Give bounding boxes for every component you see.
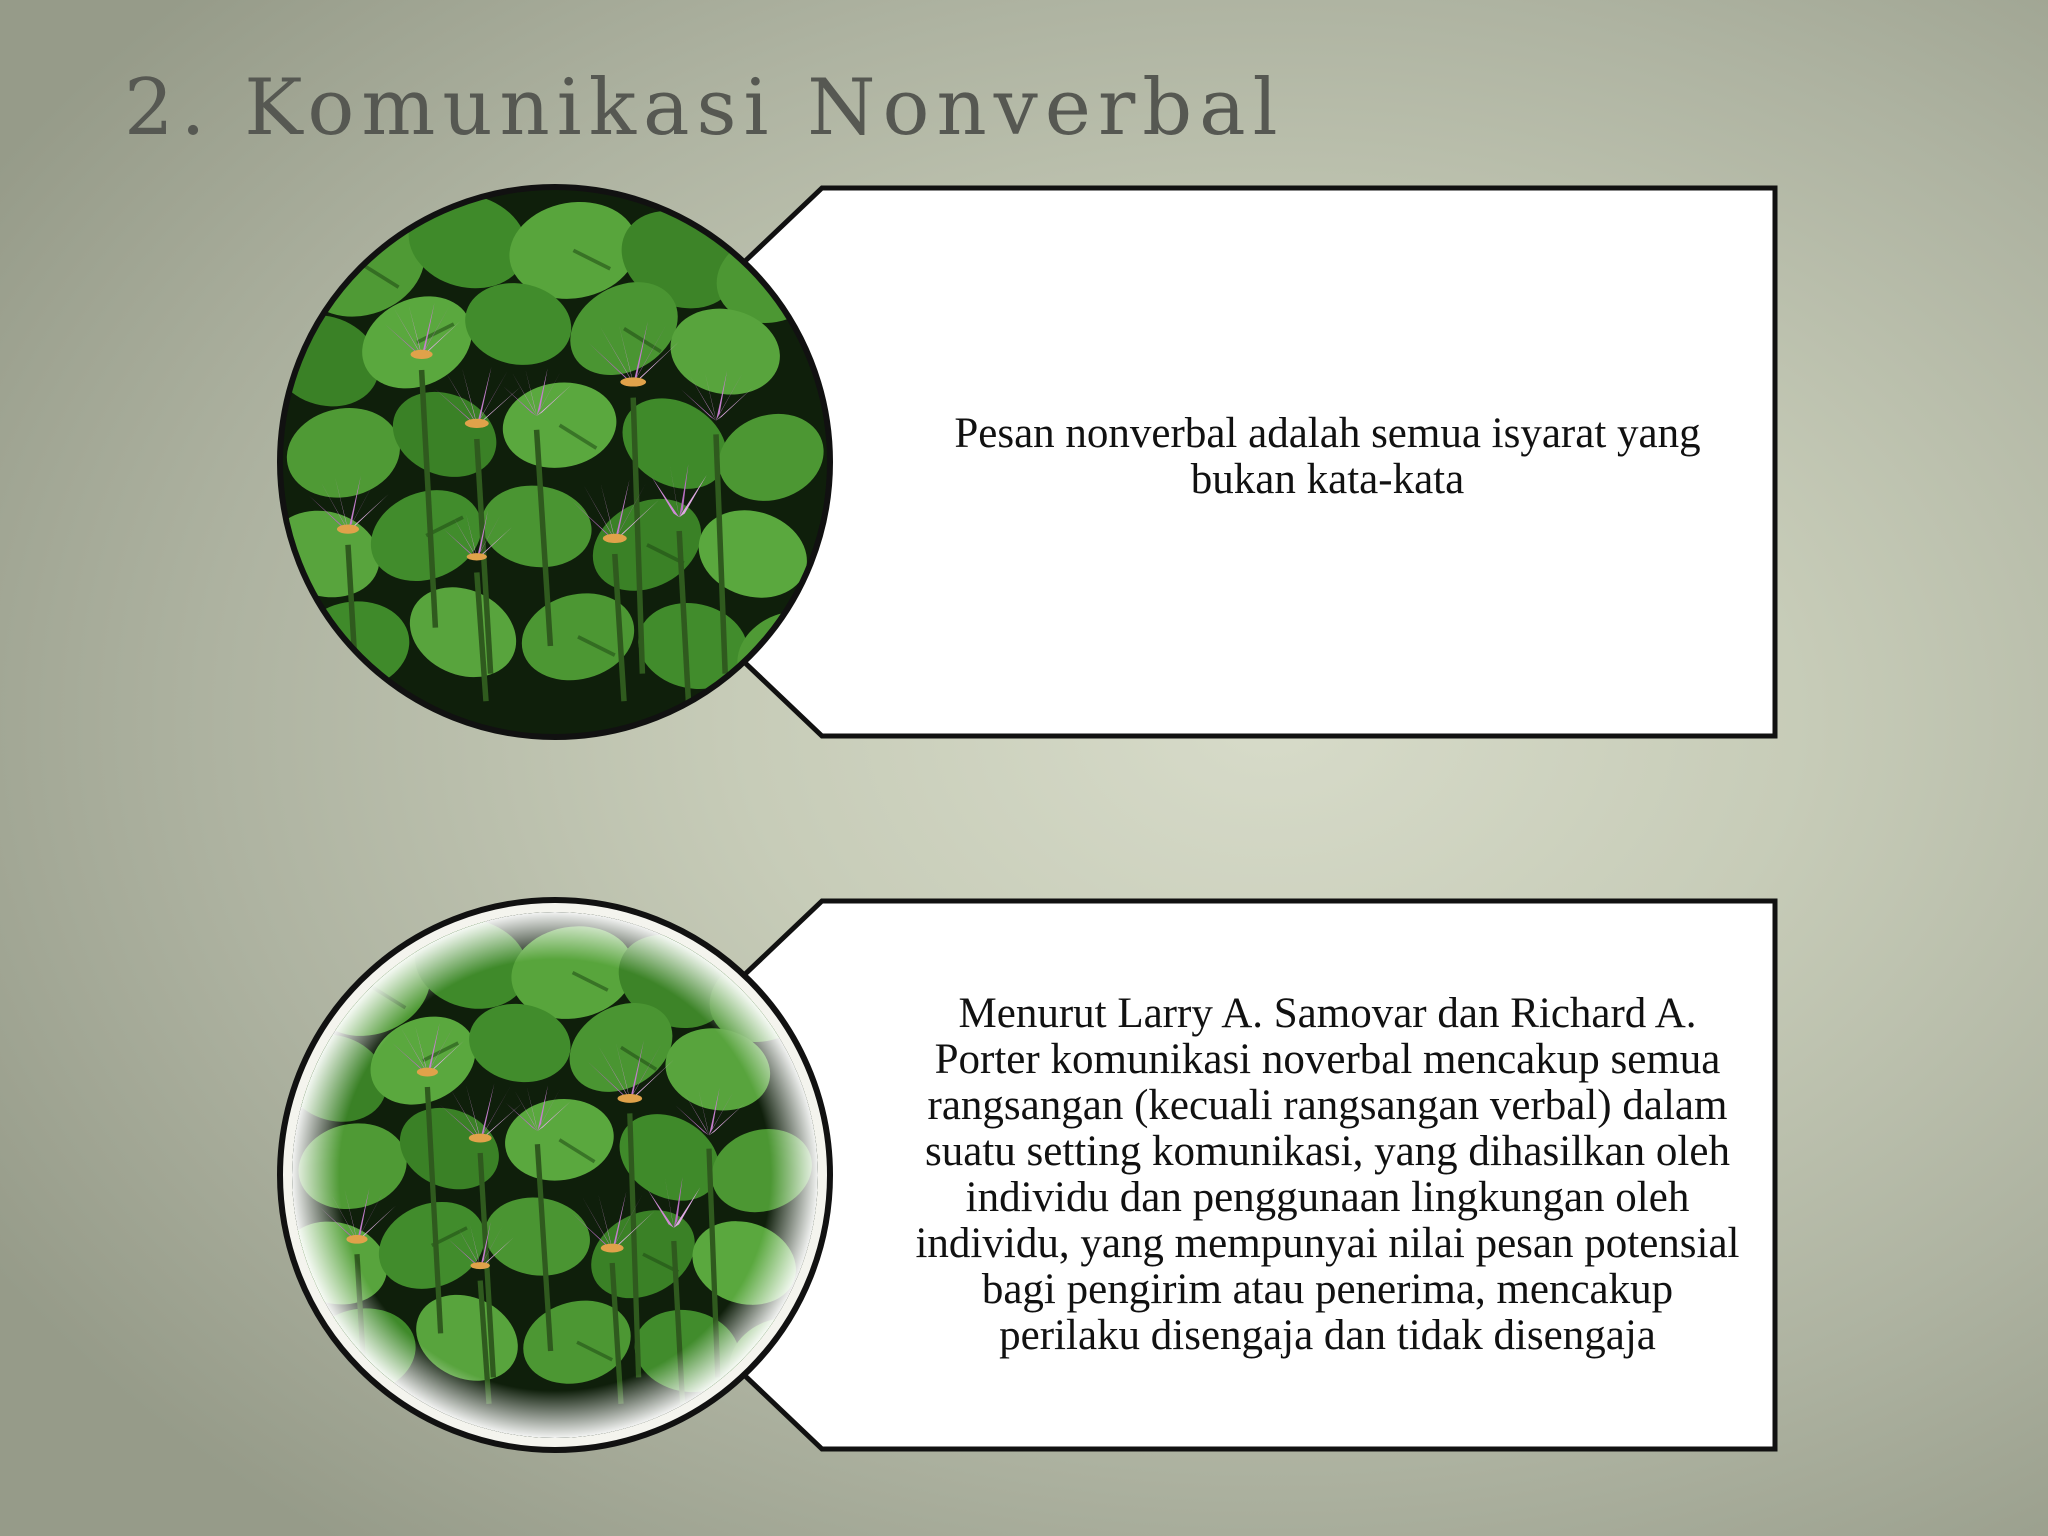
- slide-title: 2. Komunikasi Nonverbal: [124, 63, 1285, 153]
- callout-1: [270, 183, 1780, 741]
- callout-2: [270, 896, 1780, 1454]
- callout-2-text: Menurut Larry A. Samovar dan Richard A. Porter komunikasi noverbal mencakup semua rangsangan (kecuali rangsangan verbal) dalam suatu setting komunikasi, yang dihasilkan oleh individu dan penggunaan lingkungan oleh individu, yang mempunyai nilai pesan potensial bagi pengirim atau penerima, mencakup perilaku disengaja dan tidak disengaja: [915, 990, 1740, 1359]
- callout-1-text: Pesan nonverbal adalah semua isyarat yang bukan kata-kata: [954, 410, 1701, 503]
